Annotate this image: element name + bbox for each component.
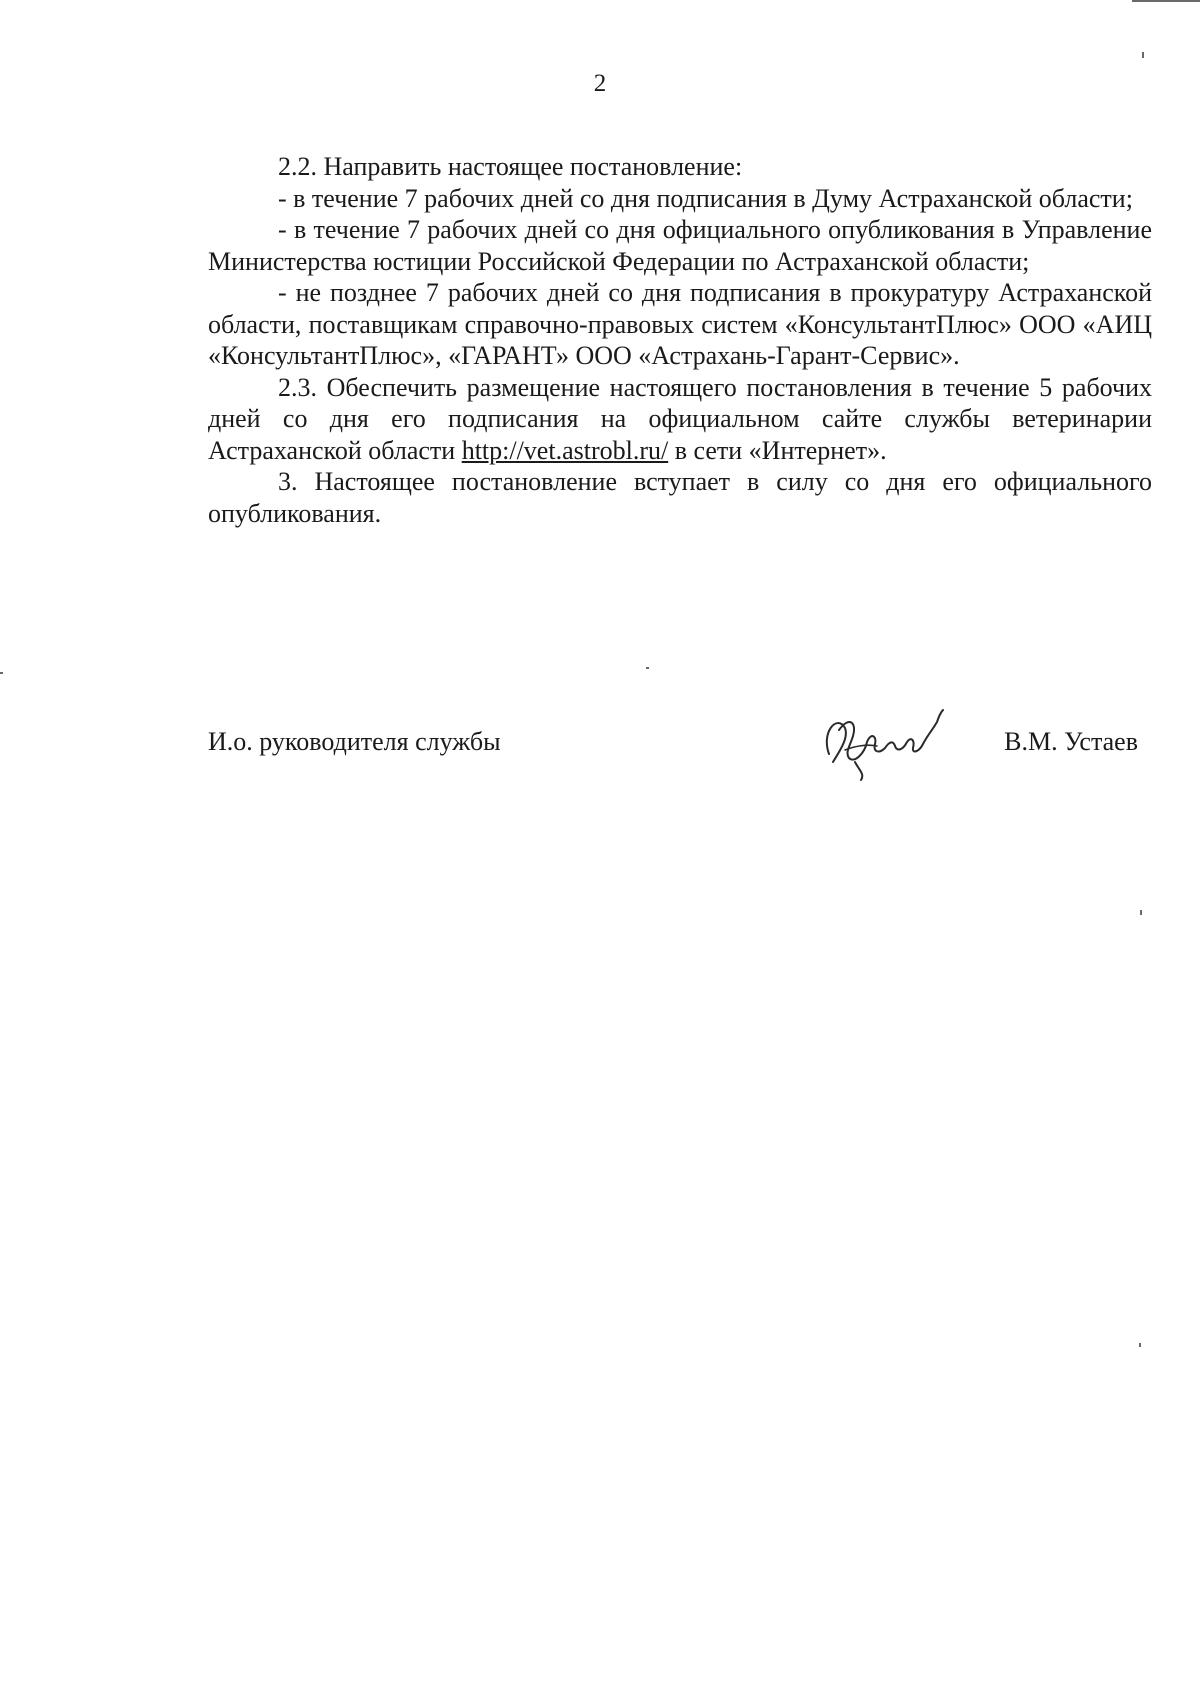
- handwritten-signature: [815, 692, 950, 782]
- paragraph-duma: - в течение 7 рабочих дней со дня подписания в Думу Астраханской области;: [278, 183, 1133, 213]
- document-body: [208, 151, 1152, 529]
- scan-dust-mark: [0, 672, 3, 674]
- page-number: 2: [593, 70, 607, 97]
- paragraph-2-2: 2.2. Направить настоящее постановление:: [278, 152, 743, 181]
- scan-dust-mark: [1140, 910, 1142, 915]
- scan-border-mark: [1132, 0, 1200, 2]
- website-link[interactable]: http://vet.astrobl.ru/: [461, 435, 669, 465]
- paragraph-ministry-justice: - в течение 7 рабочих дней со дня официального опубликования в Управление Министерства юстиции Российской Федерации по Астраханской области;: [208, 215, 1152, 276]
- paragraph-2-3-tail: в сети «Интернет».: [668, 435, 887, 465]
- signatory-title: И.о. руководителя службы: [208, 727, 501, 756]
- paragraph-prosecutor: - не позднее 7 рабочих дней со дня подписания в прокуратуру Астраханской области, поставщикам справочно-правовых систем «КонсультантПлюс» ООО «АИЦ «КонсультантПлюс», «ГАРАНТ» ООО «Астрахань-Гарант-Сервис».: [208, 278, 1152, 370]
- scan-dust-mark: [1139, 1343, 1141, 1347]
- paragraph-2-3-text: 2.3. Обеспечить размещение настоящего постановления в течение 5 рабочих дней со дня его подписания на официальном сайте службы ветеринарии Астраханской области: [208, 372, 1152, 465]
- paragraph-2-3: [208, 372, 1152, 467]
- scan-dust-mark: [646, 667, 649, 669]
- paragraph-3: 3. Настоящее постановление вступает в силу со дня его официального опубликования.: [208, 467, 1152, 528]
- scan-dust-mark: [1142, 52, 1144, 58]
- signatory-name: В.М. Устаев: [1004, 727, 1138, 756]
